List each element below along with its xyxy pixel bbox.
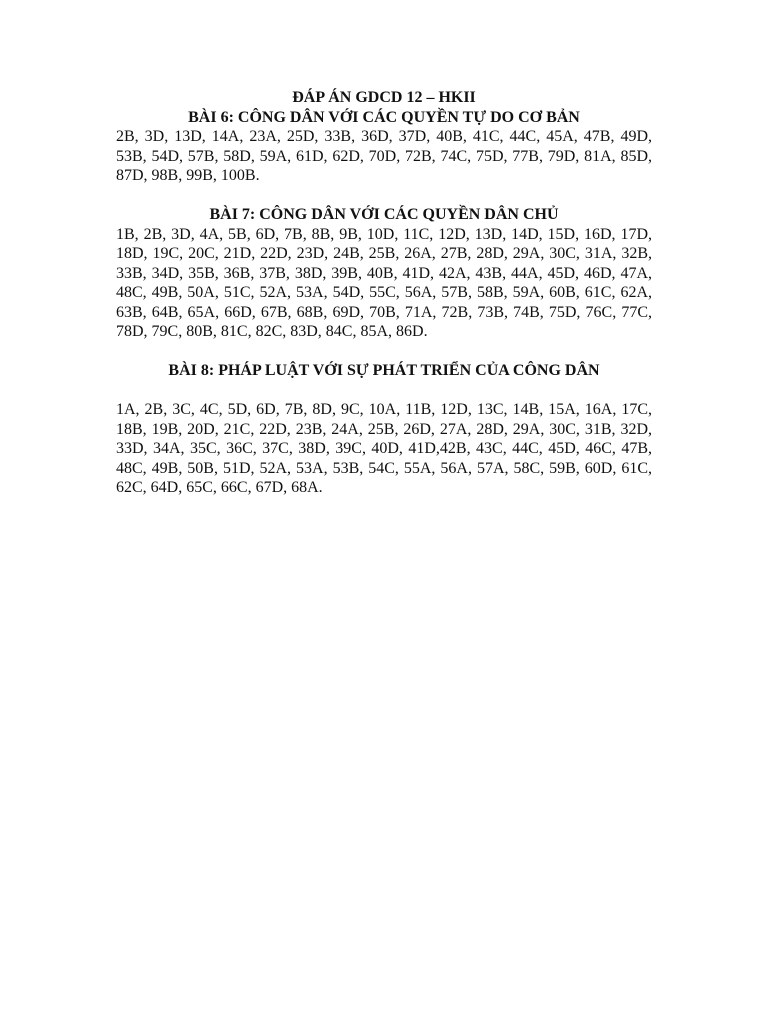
section-heading-bai-6: BÀI 6: CÔNG DÂN VỚI CÁC QUYỀN TỰ DO CƠ BẢN [188,108,580,126]
document-title: ĐÁP ÁN GDCD 12 – HKII [292,89,476,106]
answer-key-page [116,88,652,498]
spacer [116,381,652,401]
answers-bai-6: 2B, 3D, 13D, 14A, 23A, 25D, 33B, 36D, 37D, 40B, 41C, 44C, 45A, 47B, 49D, 53B, 54D, 57B, 58D, 59A, 61D, 62D, 70D, 72B, 74C, 75D, 77B, 79D, 81A, 85D, 87D, 98B, 99B, 100B. [116,128,652,184]
spacer [116,342,652,362]
section-heading-bai-8: BÀI 8: PHÁP LUẬT VỚI SỰ PHÁT TRIỂN CỦA CÔNG DÂN [168,362,600,379]
section-heading-bai-7: BÀI 7: CÔNG DÂN VỚI CÁC QUYỀN DÂN CHỦ [209,206,559,223]
answers-bai-8: 1A, 2B, 3C, 4C, 5D, 6D, 7B, 8D, 9C, 10A, 11B, 12D, 13C, 14B, 15A, 16A, 17C, 18B, 19B, 20D, 21C, 22D, 23B, 24A, 25B, 26D, 27A, 28D, 29A, 30C, 31B, 32D, 33D, 34A, 35C, 36C, 37C, 38D, 39C, 40D, 41D,42B, 43C, 44C, 45D, 46C, 47B, 48C, 49B, 50B, 51D, 52A, 53A, 53B, 54C, 55A, 56A, 57A, 58C, 59B, 60D, 61C, 62C, 64D, 65C, 66C, 67D, 68A. [116,401,652,496]
answers-bai-7: 1B, 2B, 3D, 4A, 5B, 6D, 7B, 8B, 9B, 10D, 11C, 12D, 13D, 14D, 15D, 16D, 17D, 18D, 19C, 20C, 21D, 22D, 23D, 24B, 25B, 26A, 27B, 28D, 29A, 30C, 31A, 32B, 33B, 34D, 35B, 36B, 37B, 38D, 39B, 40B, 41D, 42A, 43B, 44A, 45D, 46D, 47A, 48C, 49B, 50A, 51C, 52A, 53A, 54D, 55C, 56A, 57B, 58B, 59A, 60B, 61C, 62A, 63B, 64B, 65A, 66D, 67B, 68B, 69D, 70B, 71A, 72B, 73B, 74B, 75D, 76C, 77C, 78D, 79C, 80B, 81C, 82C, 83D, 84C, 85A, 86D. [116,225,652,340]
spacer [116,186,652,206]
